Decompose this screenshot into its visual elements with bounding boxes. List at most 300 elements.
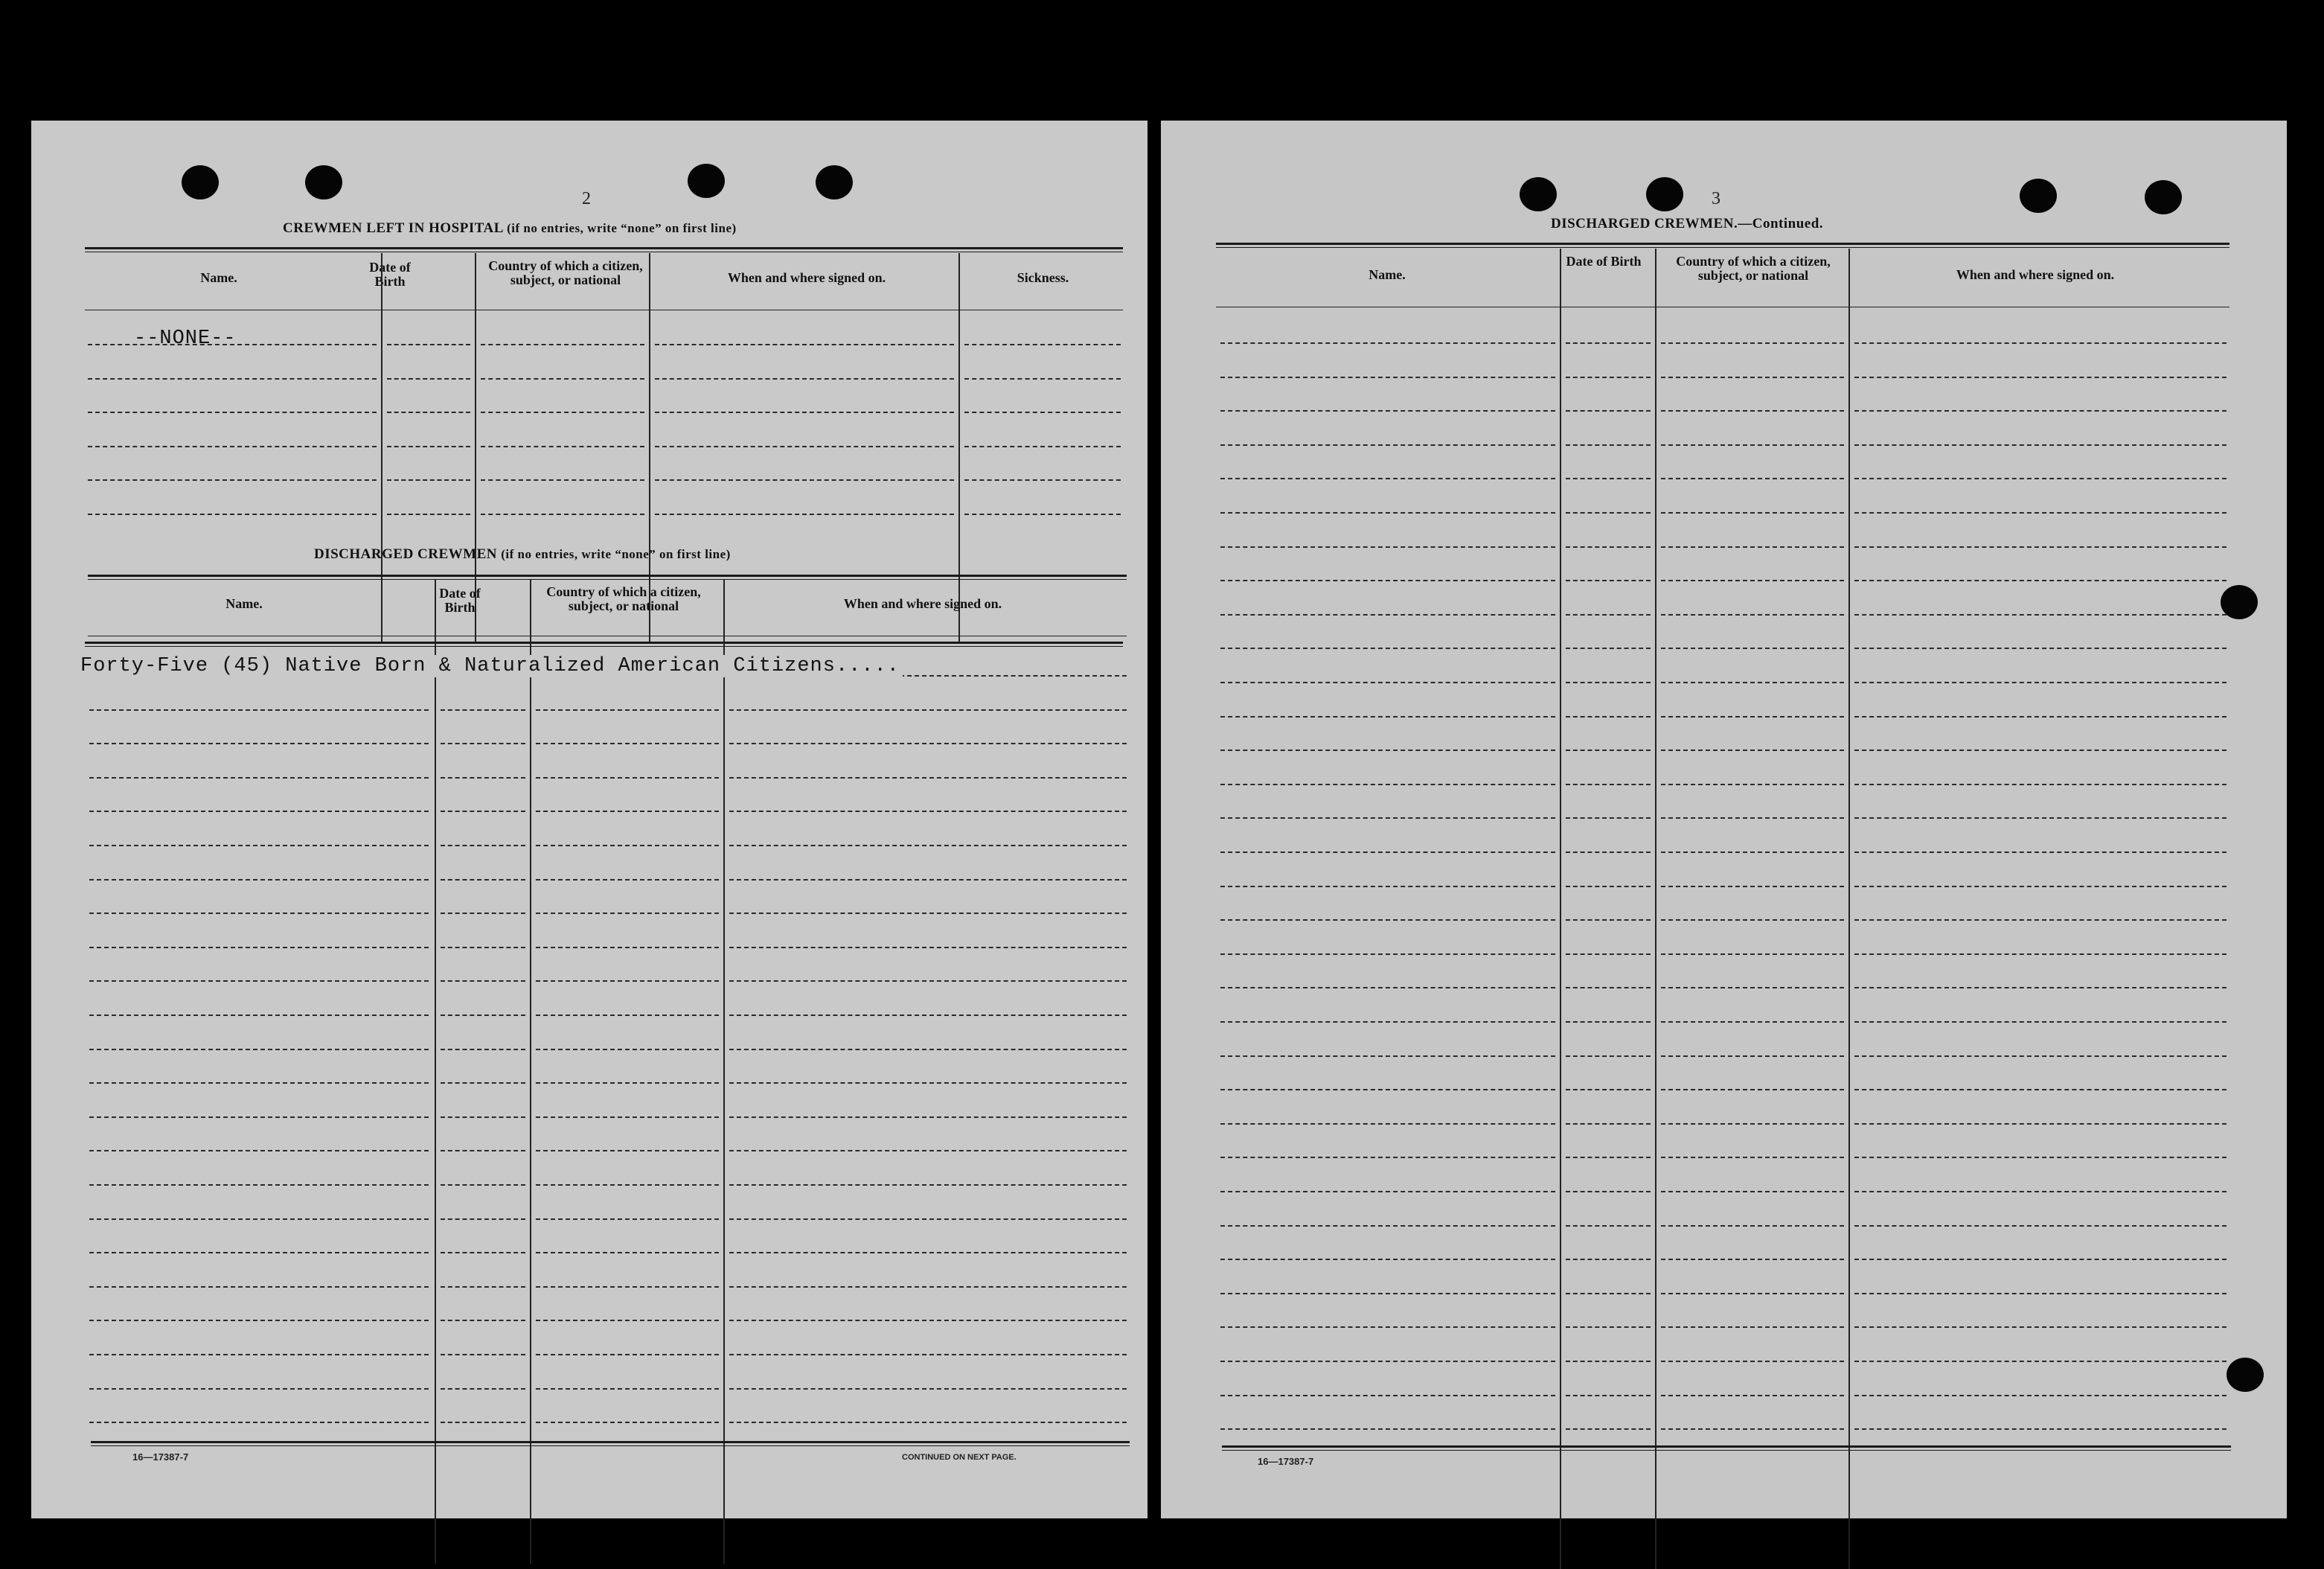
- entry-line: [1854, 1225, 2227, 1227]
- punch-hole: [182, 165, 219, 199]
- entry-line: [1220, 478, 1555, 479]
- entry-line: [1854, 1293, 2227, 1294]
- entry-line: [1854, 478, 2227, 479]
- entry-line: [1854, 851, 2227, 853]
- entry-line: [1854, 817, 2227, 819]
- entry-line: [1854, 1191, 2227, 1192]
- entry-line: [441, 1422, 525, 1423]
- entry-line: [1566, 1157, 1651, 1158]
- entry-line: [481, 514, 644, 515]
- entry-line: [441, 811, 525, 812]
- entry-line: [1854, 614, 2227, 616]
- entry-line: [536, 1150, 719, 1151]
- entry-line: [1220, 987, 1555, 988]
- entry-line: [1566, 886, 1651, 887]
- column-divider: [1655, 249, 1656, 1569]
- entry-line: [441, 777, 525, 779]
- entry-line: [1854, 919, 2227, 921]
- rule: [1222, 1445, 2231, 1448]
- entry-line: [1854, 1055, 2227, 1057]
- entry-line: [89, 1422, 429, 1423]
- entry-line: [441, 913, 525, 914]
- hospital-title-text: CREWMEN LEFT IN HOSPITAL: [283, 220, 503, 236]
- entry-line: [729, 913, 1127, 914]
- column-divider: [1560, 249, 1561, 1569]
- entry-line: [441, 1354, 525, 1355]
- entry-line: [1566, 377, 1651, 378]
- punch-hole: [688, 164, 725, 198]
- form-number: 16—17387-7: [1258, 1456, 1314, 1467]
- entry-line: [89, 709, 429, 711]
- entry-line: [1854, 886, 2227, 887]
- entry-line: [729, 1252, 1127, 1253]
- entry-line: [1661, 1293, 1844, 1294]
- entry-line: [1220, 919, 1555, 921]
- entry-line: [89, 947, 429, 948]
- entry-line: [1566, 1021, 1651, 1023]
- entry-line: [536, 1422, 719, 1423]
- entry-line: [1854, 1326, 2227, 1328]
- entry-line: [729, 1014, 1127, 1016]
- column-divider: [530, 580, 531, 1564]
- entry-line: [729, 1049, 1127, 1050]
- entry-line: [441, 879, 525, 881]
- entry-line: [441, 1320, 525, 1321]
- entry-line: [729, 1218, 1127, 1220]
- entry-line: [1854, 1021, 2227, 1023]
- entry-line: [1661, 784, 1844, 785]
- hospital-entry: --NONE--: [134, 327, 237, 350]
- entry-line: [89, 1049, 429, 1050]
- page-number: 3: [1712, 189, 1720, 208]
- entry-line: [1661, 1428, 1844, 1430]
- entry-line: [441, 1184, 525, 1186]
- entry-line: [387, 412, 470, 413]
- entry-line: [441, 1150, 525, 1151]
- entry-line: [964, 514, 1121, 515]
- entry-line: [1854, 1089, 2227, 1090]
- entry-line: [536, 1014, 719, 1016]
- column-divider: [1848, 249, 1850, 1569]
- entry-line: [1854, 784, 2227, 785]
- entry-line: [1220, 580, 1555, 581]
- entry-line: [441, 709, 525, 711]
- entry-line: [441, 1218, 525, 1220]
- entry-line: [1661, 1191, 1844, 1192]
- entry-line: [1566, 648, 1651, 649]
- entry-line: [1854, 444, 2227, 446]
- entry-line: [441, 980, 525, 982]
- entry-line: [89, 980, 429, 982]
- entry-line: [1661, 1259, 1844, 1260]
- entry-line: [729, 1116, 1127, 1118]
- entry-line: [655, 412, 954, 413]
- column-divider: [435, 580, 436, 1564]
- entry-line: [1220, 1191, 1555, 1192]
- entry-line: [1220, 1293, 1555, 1294]
- entry-line: [536, 845, 719, 846]
- entry-line: [1220, 682, 1555, 683]
- entry-line: [1220, 512, 1555, 514]
- entry-line: [89, 1286, 429, 1288]
- entry-line: [1661, 1089, 1844, 1090]
- entry-line: [1220, 444, 1555, 446]
- entry-line: [1220, 1157, 1555, 1158]
- entry-line: [1566, 784, 1651, 785]
- entry-line: [964, 446, 1121, 447]
- entry-line: [655, 378, 954, 380]
- rule: [85, 247, 1123, 249]
- entry-line: [1661, 1123, 1844, 1125]
- entry-line: [89, 1218, 429, 1220]
- punch-hole: [2227, 1358, 2264, 1392]
- col-head-dob: Date of Birth: [439, 586, 481, 615]
- entry-line: [1661, 716, 1844, 718]
- entry-line: [1661, 342, 1844, 344]
- entry-line: [536, 879, 719, 881]
- col-head-name: Name.: [200, 270, 237, 285]
- entry-line: [1661, 648, 1844, 649]
- entry-line: [1566, 987, 1651, 988]
- left-page: [31, 121, 1147, 1518]
- column-divider: [723, 580, 725, 1564]
- entry-line: [729, 1320, 1127, 1321]
- entry-line: [1661, 682, 1844, 683]
- entry-line: [441, 1388, 525, 1390]
- entry-line: [1854, 716, 2227, 718]
- entry-line: [729, 980, 1127, 982]
- entry-line: [1854, 953, 2227, 955]
- entry-line: [1661, 1326, 1844, 1328]
- entry-line: [1220, 953, 1555, 955]
- col-head-dob: Date of Birth: [1566, 254, 1642, 269]
- entry-line: [536, 1116, 719, 1118]
- entry-line: [1661, 1055, 1844, 1057]
- entry-line: [536, 1082, 719, 1084]
- entry-line: [387, 344, 470, 345]
- entry-line: [1220, 750, 1555, 751]
- entry-line: [1661, 444, 1844, 446]
- punch-hole: [816, 165, 853, 199]
- entry-line: [1220, 886, 1555, 887]
- entry-line: [1661, 886, 1844, 887]
- entry-line: [481, 344, 644, 345]
- col-head-country: Country of which a citizen, subject, or national: [488, 258, 643, 287]
- entry-line: [88, 446, 377, 447]
- entry-line: [729, 1082, 1127, 1084]
- entry-line: [729, 1422, 1127, 1423]
- entry-line: [1220, 1055, 1555, 1057]
- entry-line: [536, 1286, 719, 1288]
- entry-line: [89, 1150, 429, 1151]
- entry-line: [1566, 682, 1651, 683]
- entry-line: [88, 378, 377, 380]
- entry-line: [729, 777, 1127, 779]
- entry-line: [89, 1184, 429, 1186]
- entry-line: [729, 811, 1127, 812]
- entry-line: [1566, 478, 1651, 479]
- entry-line: [729, 1184, 1127, 1186]
- entry-line: [1566, 1326, 1651, 1328]
- entry-line: [1566, 1089, 1651, 1090]
- rule: [1216, 243, 2229, 245]
- discharged-section-title: [314, 546, 731, 563]
- entry-line: [1661, 750, 1844, 751]
- entry-line: [1854, 682, 2227, 683]
- entry-line: [1220, 546, 1555, 548]
- col-head-name: Name.: [1369, 267, 1406, 282]
- entry-line: [1566, 1259, 1651, 1260]
- entry-line: [729, 1354, 1127, 1355]
- entry-line: [1661, 919, 1844, 921]
- entry-line: [1661, 817, 1844, 819]
- entry-line: [441, 743, 525, 744]
- col-head-dob: Date of Birth: [369, 260, 411, 289]
- entry-line: [89, 1354, 429, 1355]
- entry-line: [1661, 1157, 1844, 1158]
- entry-line: [1854, 546, 2227, 548]
- entry-line: [1854, 987, 2227, 988]
- entry-line: [88, 412, 377, 413]
- entry-line: [89, 845, 429, 846]
- entry-line: [1220, 1395, 1555, 1396]
- entry-line: [441, 1116, 525, 1118]
- entry-line: [89, 1320, 429, 1321]
- entry-line: [536, 980, 719, 982]
- entry-line: [1220, 342, 1555, 344]
- entry-line: [1566, 1293, 1651, 1294]
- entry-line: [1854, 1123, 2227, 1125]
- entry-line: [655, 446, 954, 447]
- entry-line: [1661, 1361, 1844, 1362]
- entry-line: [1661, 614, 1844, 616]
- rule: [91, 1441, 1130, 1443]
- entry-line: [1220, 614, 1555, 616]
- entry-line: [536, 947, 719, 948]
- entry-line: [1566, 919, 1651, 921]
- entry-line: [89, 1082, 429, 1084]
- entry-line: [1566, 953, 1651, 955]
- entry-line: [1220, 648, 1555, 649]
- punch-hole: [2145, 180, 2182, 214]
- column-divider: [958, 253, 960, 643]
- discharged-title-text: DISCHARGED CREWMEN: [314, 546, 497, 562]
- entry-line: [1220, 716, 1555, 718]
- entry-line: [1566, 512, 1651, 514]
- entry-line: [1566, 1361, 1651, 1362]
- entry-line: [1566, 1225, 1651, 1227]
- entry-line: [387, 479, 470, 481]
- entry-line: [1661, 1395, 1844, 1396]
- rule: [88, 575, 1127, 577]
- entry-line: [89, 1252, 429, 1253]
- entry-line: [1566, 546, 1651, 548]
- entry-line: [1661, 1021, 1844, 1023]
- entry-line: [89, 777, 429, 779]
- entry-line: [1661, 953, 1844, 955]
- form-number: 16—17387-7: [132, 1451, 189, 1463]
- entry-line: [729, 1286, 1127, 1288]
- entry-line: [1220, 410, 1555, 412]
- entry-line: [729, 709, 1127, 711]
- entry-line: [536, 811, 719, 812]
- col-head-name: Name.: [225, 596, 263, 611]
- entry-line: [1220, 1021, 1555, 1023]
- entry-line: [1854, 1157, 2227, 1158]
- entry-line: [1566, 1055, 1651, 1057]
- entry-line: [89, 1014, 429, 1016]
- entry-line: [1661, 478, 1844, 479]
- entry-line: [441, 1014, 525, 1016]
- entry-line: [1566, 1191, 1651, 1192]
- col-head-country: Country of which a citizen, subject, or national: [1676, 254, 1831, 283]
- entry-line: [387, 446, 470, 447]
- entry-line: [536, 1252, 719, 1253]
- col-head-signed: When and where signed on.: [727, 270, 886, 285]
- entry-line: [1854, 750, 2227, 751]
- entry-line: [536, 1184, 719, 1186]
- entry-line: [1566, 444, 1651, 446]
- entry-line: [1566, 410, 1651, 412]
- entry-line: [441, 1286, 525, 1288]
- entry-line: [1854, 512, 2227, 514]
- entry-line: [1854, 580, 2227, 581]
- entry-line: [964, 412, 1121, 413]
- entry-line: [1220, 1225, 1555, 1227]
- entry-line: [964, 479, 1121, 481]
- entry-line: [1854, 648, 2227, 649]
- entry-line: [729, 1388, 1127, 1390]
- continued-note: CONTINUED ON NEXT PAGE.: [902, 1453, 1017, 1462]
- page-number: 2: [582, 189, 591, 208]
- entry-line: [1661, 1225, 1844, 1227]
- entry-line: [387, 514, 470, 515]
- rule: [85, 642, 1123, 644]
- entry-line: [1854, 377, 2227, 378]
- hospital-section-title: [283, 220, 737, 237]
- entry-line: [481, 412, 644, 413]
- entry-line: [964, 344, 1121, 345]
- entry-line: [536, 709, 719, 711]
- entry-line: [729, 743, 1127, 744]
- entry-line: [1854, 1428, 2227, 1430]
- entry-line: [536, 1049, 719, 1050]
- entry-line: [1854, 1259, 2227, 1260]
- entry-line: [441, 947, 525, 948]
- entry-line: [387, 378, 470, 380]
- hospital-title-note: (if no entries, write “none” on first line): [507, 221, 737, 235]
- entry-line: [1220, 784, 1555, 785]
- entry-line: [88, 514, 377, 515]
- entry-line: [89, 913, 429, 914]
- entry-line: [536, 913, 719, 914]
- entry-line: [1661, 987, 1844, 988]
- entry-line: [1220, 817, 1555, 819]
- entry-line: [1220, 1123, 1555, 1125]
- entry-line: [1566, 614, 1651, 616]
- entry-line: [1220, 1326, 1555, 1328]
- entry-line: [729, 947, 1127, 948]
- entry-line: [655, 344, 954, 345]
- entry-line: [1220, 1259, 1555, 1260]
- entry-line: [1566, 342, 1651, 344]
- entry-line: [441, 1049, 525, 1050]
- entry-line: [729, 845, 1127, 846]
- entry-line: [88, 479, 377, 481]
- entry-line: [1566, 851, 1651, 853]
- entry-line: [1854, 1395, 2227, 1396]
- punch-hole: [1646, 177, 1683, 211]
- entry-line: [441, 1082, 525, 1084]
- col-head-signed: When and where signed on.: [843, 596, 1002, 611]
- entry-line: [536, 1218, 719, 1220]
- entry-line: [1220, 377, 1555, 378]
- entry-line: [89, 879, 429, 881]
- entry-line: [536, 1388, 719, 1390]
- entry-line: [536, 777, 719, 779]
- entry-line: [481, 378, 644, 380]
- entry-line: [89, 811, 429, 812]
- entry-line: [1661, 580, 1844, 581]
- col-head-sickness: Sickness.: [1017, 270, 1069, 285]
- entry-line: [481, 446, 644, 447]
- entry-line: [1661, 851, 1844, 853]
- entry-line: [536, 1320, 719, 1321]
- entry-line: [655, 479, 954, 481]
- entry-line: [536, 1354, 719, 1355]
- entry-line: [481, 479, 644, 481]
- entry-line: [1661, 377, 1844, 378]
- punch-hole: [305, 165, 342, 199]
- right-page: [1161, 121, 2287, 1518]
- right-section-title: DISCHARGED CREWMEN.—Continued.: [1551, 216, 1824, 231]
- entry-line: [729, 1150, 1127, 1151]
- entry-line: [1566, 716, 1651, 718]
- entry-line: [964, 378, 1121, 380]
- entry-line: [1220, 1089, 1555, 1090]
- entry-line: [1661, 410, 1844, 412]
- entry-line: [1220, 1361, 1555, 1362]
- punch-hole: [2020, 179, 2057, 213]
- entry-line: [441, 845, 525, 846]
- entry-line: [1566, 750, 1651, 751]
- entry-line: [1854, 1361, 2227, 1362]
- entry-line: [1566, 817, 1651, 819]
- entry-line: [655, 514, 954, 515]
- entry-line: [1566, 1428, 1651, 1430]
- col-head-country: Country of which a citizen, subject, or national: [546, 584, 701, 613]
- entry-line: [89, 1388, 429, 1390]
- entry-line: [536, 743, 719, 744]
- entry-line: [441, 1252, 525, 1253]
- entry-line: [1220, 1428, 1555, 1430]
- col-head-signed: When and where signed on.: [1956, 267, 2115, 282]
- entry-line: [1661, 546, 1844, 548]
- entry-line: [1854, 410, 2227, 412]
- entry-line: [89, 1116, 429, 1118]
- column-divider: [381, 253, 382, 643]
- discharged-entry: Forty-Five (45) Native Born & Naturalized American Citizens.....: [80, 655, 903, 677]
- discharged-title-note: (if no entries, write “none” on first line): [501, 547, 731, 561]
- entry-line: [89, 743, 429, 744]
- entry-line: [1566, 1395, 1651, 1396]
- punch-hole: [1520, 177, 1557, 211]
- entry-line: [1566, 1123, 1651, 1125]
- entry-line: [1220, 851, 1555, 853]
- entry-line: [1566, 580, 1651, 581]
- entry-line: [1661, 512, 1844, 514]
- entry-line: [729, 879, 1127, 881]
